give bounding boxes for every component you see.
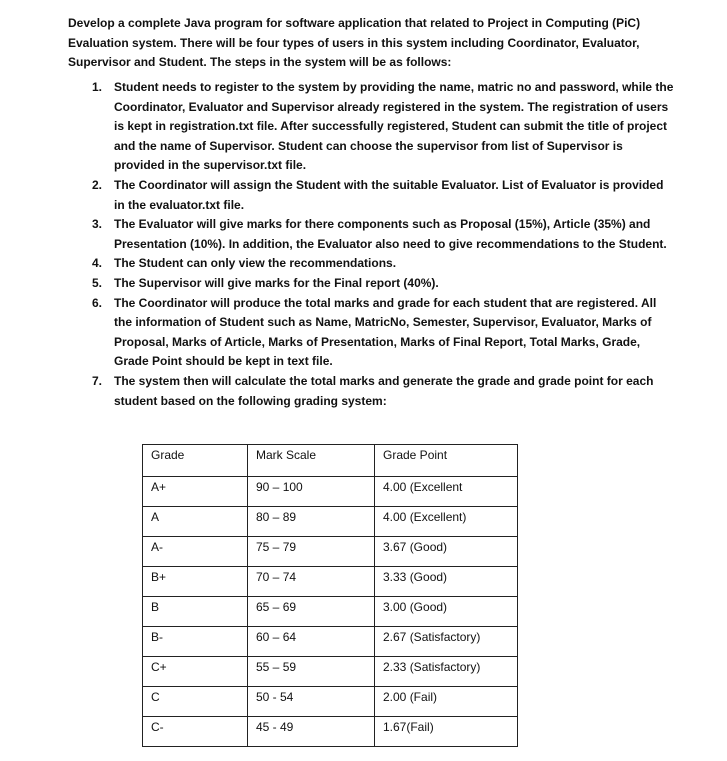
list-item xyxy=(86,294,676,372)
list-item xyxy=(86,215,676,254)
step-text: The Evaluator will give marks for there components such as Proposal (15%), Article (35%) and Presentation (10%). In addition, the Evaluator also need to give recommendations to the Student. xyxy=(114,217,667,251)
mark-scale-cell: 55 – 59 xyxy=(248,657,375,687)
mark-scale-cell: 75 – 79 xyxy=(248,537,375,567)
table-row xyxy=(143,507,518,537)
grade-point-cell: 2.33 (Satisfactory) xyxy=(375,657,518,687)
step-number: 4. xyxy=(92,256,103,271)
grade-cell: B+ xyxy=(143,567,248,597)
grading-table xyxy=(142,444,518,747)
grade-point-cell: 2.00 (Fail) xyxy=(375,687,518,717)
step-number: 3. xyxy=(92,217,103,232)
table-row xyxy=(143,687,518,717)
steps-list xyxy=(86,78,676,411)
grade-point-cell: 3.67 (Good) xyxy=(375,537,518,567)
step-number: 1. xyxy=(92,80,103,94)
mark-scale-column-header: Mark Scale xyxy=(248,445,375,477)
intro-paragraph: Develop a complete Java program for software application that related to Project in Computing (PiC) Evaluation system. There will be four types of users in this system including Coordinator, Evaluator, Supervisor and Student. The steps in the system will be as follows: xyxy=(68,16,641,70)
table-row xyxy=(143,717,518,747)
mark-scale-cell: 70 – 74 xyxy=(248,567,375,597)
grade-point-cell: 3.33 (Good) xyxy=(375,567,518,597)
table-row xyxy=(143,477,518,507)
step-number: 2. xyxy=(92,177,103,192)
step-text: The Coordinator will assign the Student with the suitable Evaluator. List of Evaluator is provided in the evaluator.txt file. xyxy=(114,177,664,212)
step-text: The Student can only view the recommendations. xyxy=(114,256,397,271)
mark-scale-cell: 45 - 49 xyxy=(248,717,375,747)
grade-cell: C- xyxy=(143,717,248,747)
grade-cell: C xyxy=(143,687,248,717)
grade-cell: C+ xyxy=(143,657,248,687)
mark-scale-cell: 65 – 69 xyxy=(248,597,375,627)
grade-point-cell: 3.00 (Good) xyxy=(375,597,518,627)
table-header-row xyxy=(143,445,518,477)
grade-column-header: Grade xyxy=(143,445,248,477)
grade-point-column-header: Grade Point xyxy=(375,445,518,477)
list-item xyxy=(86,274,676,294)
step-number: 7. xyxy=(92,373,103,388)
grade-cell: B- xyxy=(143,627,248,657)
grade-point-cell: 2.67 (Satisfactory) xyxy=(375,627,518,657)
list-item xyxy=(86,176,676,215)
mark-scale-cell: 90 – 100 xyxy=(248,477,375,507)
table-row xyxy=(143,597,518,627)
table-row xyxy=(143,627,518,657)
table-row xyxy=(143,537,518,567)
mark-scale-cell: 80 – 89 xyxy=(248,507,375,537)
list-item xyxy=(86,78,676,176)
grade-cell: A xyxy=(143,507,248,537)
mark-scale-cell: 60 – 64 xyxy=(248,627,375,657)
step-number: 6. xyxy=(92,295,103,310)
table-row xyxy=(143,567,518,597)
grade-point-cell: 1.67(Fail) xyxy=(375,717,518,747)
list-item xyxy=(86,372,676,411)
list-item xyxy=(86,254,676,274)
grade-point-cell: 4.00 (Excellent) xyxy=(375,507,518,537)
table-row xyxy=(143,657,518,687)
step-text: The system then will calculate the total marks and generate the grade and grade point for each student based on the following grading system: xyxy=(114,373,654,408)
grade-cell: A- xyxy=(143,537,248,567)
step-text: The Coordinator will produce the total marks and grade for each student that are registered. All the information of Student such as Name, MatricNo, Semester, Supervisor, Evaluator, Marks of Proposal, Marks of Article, Marks of Presentation, Marks of Final Report, Total Marks, Grade, Grade Point should be kept in text file. xyxy=(114,295,657,369)
grade-point-cell: 4.00 (Excellent xyxy=(375,477,518,507)
step-text: Student needs to register to the system by providing the name, matric no and password, while the Coordinator, Evaluator and Supervisor already registered in the system. The registration of users is kept in registration.txt file. After successfully registered, Student can submit the title of project and the name of Supervisor. Student can choose the supervisor from list of Supervisor is provided in the supervisor.txt file. xyxy=(114,80,674,173)
grade-cell: B xyxy=(143,597,248,627)
grade-cell: A+ xyxy=(143,477,248,507)
step-text: The Supervisor will give marks for the Final report (40%). xyxy=(114,275,439,290)
mark-scale-cell: 50 - 54 xyxy=(248,687,375,717)
step-number: 5. xyxy=(92,275,103,290)
